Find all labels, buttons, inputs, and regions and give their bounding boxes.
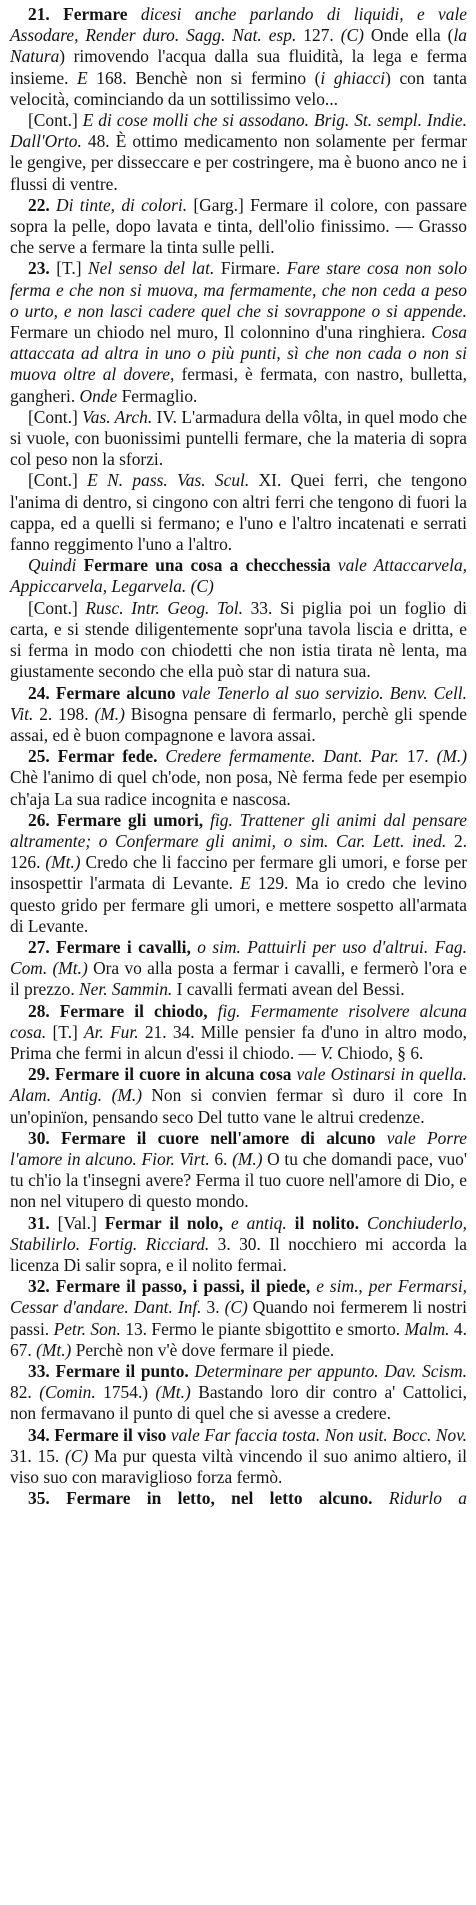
italic-text: Ridurlo a bbox=[372, 1488, 467, 1509]
body-text: 2. 126. bbox=[10, 830, 468, 873]
body-text: [T.] bbox=[49, 258, 89, 279]
body-text: XI. Quei ferri, che tengono l'anima di dentro, si cingono con altri ferri che tengono di fuori la cappa, ed a quelli si fermano; e l'uno e l'altro incatenati e serrati fanno reggimento l'uno a l'altro. bbox=[10, 470, 467, 555]
italic-text: (Comin. bbox=[39, 1382, 96, 1403]
italic-text: fig. Trattener gli animi dal pensare altramente; o Confermare gli animi, o sim. Car. Lett. ined. bbox=[10, 809, 467, 851]
entry-paragraph bbox=[10, 470, 467, 555]
entry-paragraph bbox=[10, 1276, 467, 1361]
entry-paragraph bbox=[10, 258, 467, 406]
entry-paragraph bbox=[10, 1001, 467, 1065]
body-text: [Cont.] bbox=[28, 406, 83, 427]
entry-paragraph bbox=[10, 110, 467, 195]
italic-text: Rusc. Intr. Geog. Tol. bbox=[85, 597, 243, 618]
italic-text: fig. Fermamente risolvere alcuna cosa. bbox=[10, 1000, 467, 1042]
body-text: 48. È ottimo medicamento non solamente per fermar le gengive, per disseccare e per costringere, ma è buono anco ne i flussi di ventre. bbox=[10, 131, 467, 194]
italic-text: Fare stare cosa non solo ferma e che non si muova, ma fermamente, che non ceda a peso o urto, e non lasci cadere quel che si sovrappone o si appende. bbox=[10, 258, 468, 321]
body-text: [T.] bbox=[46, 1021, 84, 1042]
entry-paragraph bbox=[10, 810, 467, 937]
italic-text: Credere fermamente. Dant. Par. bbox=[157, 746, 399, 767]
body-text: 127. bbox=[296, 25, 341, 46]
headword-text: 25. Fermar fede. bbox=[28, 746, 158, 767]
italic-text: V. bbox=[320, 1042, 334, 1063]
body-text: Chè l'animo di quel ch'ode, non posa, Nè fermа fede per esempio ch'aja La sua radice incognita e nascosa. bbox=[10, 767, 467, 809]
italic-text: (Mt.) bbox=[155, 1382, 191, 1403]
italic-text: Malm. bbox=[404, 1318, 450, 1339]
italic-text: vale Attaccarvela, Appiccarvela, Legarvela. (C) bbox=[10, 555, 467, 597]
entry-paragraph bbox=[10, 4, 467, 110]
headword-text: 24. Fermare alcuno bbox=[28, 682, 176, 703]
body-text: 17. bbox=[398, 746, 437, 767]
body-text: 31. 15. bbox=[10, 1445, 66, 1466]
headword-text: 34. Fermare il viso bbox=[28, 1424, 167, 1445]
italic-text: vale Far faccia tosta. Non usit. Bocc. Nov. bbox=[166, 1424, 467, 1445]
body-text: Ora vo alla posta a fermar i cavalli, e fermerò l'ora e il prezzo. bbox=[10, 958, 467, 1000]
italic-text: (M.) bbox=[94, 703, 125, 724]
italic-text: Cosa attaccata ad altra in uno o più punti, sì che non cada o non si muova oltre al dovere, bbox=[10, 322, 467, 385]
italic-text: Determinare per appunto. Dav. Scism. bbox=[188, 1361, 467, 1381]
italic-text: (M.) bbox=[436, 746, 467, 767]
italic-text: (Mt.) bbox=[52, 958, 88, 979]
headword-text: 35. Fermare in letto, nel letto alcuno. bbox=[28, 1488, 373, 1509]
italic-text: dicesi anche parlando di liquidi, e vale Assodare, Render duro. Sagg. Nat. esp. bbox=[10, 4, 468, 46]
body-text: 82. bbox=[10, 1382, 40, 1403]
body-text: fermasi, è fermata, con nastro, bulletta, gangheri. bbox=[10, 364, 467, 406]
body-text: Fermaglio. bbox=[117, 385, 198, 406]
italic-text: (M.) bbox=[111, 1085, 142, 1106]
entry-paragraph bbox=[10, 1064, 467, 1128]
body-text: 2. 198. bbox=[33, 703, 95, 724]
body-text: [Cont.] bbox=[28, 110, 83, 131]
headword-text: 21. Fermare bbox=[28, 4, 128, 24]
italic-text: E N. pass. Vas. Scul. bbox=[87, 470, 250, 491]
body-text: 3. 30. Il nocchiero mi accorda la licenza Di salir sopra, e il nolito fermai. bbox=[10, 1233, 467, 1275]
body-text: Fermare un chiodo nel muro, Il colonnino d'una ringhiera. bbox=[10, 322, 432, 343]
body-text: 4. 67. bbox=[10, 1318, 467, 1360]
italic-text: E bbox=[240, 873, 251, 894]
body-text: 129. Ma io credo che levino questo grido per fermare gli umori, e mettere sospetto all'armata di Levante. bbox=[10, 873, 467, 936]
italic-text: Conchiuderlo, Stabilirlo. Fortig. Ricciard. bbox=[10, 1212, 467, 1254]
body-text: Bastando loro dir contro a' Cattolici, non fermavano il punto di quel che si avesse a credere. bbox=[10, 1382, 467, 1424]
entry-paragraph bbox=[10, 746, 467, 810]
headword-text: 31. bbox=[28, 1212, 50, 1233]
body-text: [Garg.] Fermare il colore, con passare sopra la pelle, dopo lavata e tinta, dell'olio finissimo. — Grasso che serve a fermare la tinta sulle pelli. bbox=[10, 194, 467, 258]
italic-text: (Mt.) bbox=[45, 852, 81, 873]
italic-text: (C) bbox=[65, 1445, 89, 1466]
italic-text: E bbox=[77, 67, 88, 88]
body-text: Perchè non v'è dove fermare il piede. bbox=[71, 1339, 335, 1360]
body-text: Chiodo, § 6. bbox=[333, 1042, 424, 1063]
headword-text: 30. Fermare il cuore nell'amore di alcuno bbox=[28, 1127, 376, 1148]
headword-text: 29. Fermare il cuore in alcuna cosa bbox=[28, 1064, 292, 1085]
entry-paragraph bbox=[10, 683, 467, 747]
body-text: Credo che li faccino per fermare gli umori, e forse per insospettir l'armata di Levante. bbox=[10, 852, 467, 894]
entry-paragraph bbox=[10, 555, 467, 597]
italic-text: (Mt.) bbox=[36, 1339, 72, 1360]
italic-text: E di cose molli che si assodano. Brig. St. sempl. Indie. Dall'Orto. bbox=[10, 110, 467, 152]
body-text: 21. 34. Mille pensier fa d'uno in altro modo, Prima che fermi in alcun d'essi il chiodo. — bbox=[10, 1021, 467, 1063]
italic-text: Nel senso del lat. bbox=[88, 258, 215, 279]
body-text: IV. L'armadura della vôlta, in quel modo che si vuole, con buonissimi puntelli fermare, che la materia di sopra col peso non la sforzi. bbox=[10, 406, 468, 470]
italic-text: Ner. Sammin. bbox=[79, 979, 173, 1000]
body-text: Quando noi fermerem li nostri passi. bbox=[10, 1297, 467, 1339]
body-text: Non si convien fermar sì duro il core In un'opinïon, pensando seco Del tutto vane le altrui credenze. bbox=[10, 1085, 467, 1127]
entry-paragraph bbox=[10, 407, 467, 471]
italic-text: Vas. Arch. bbox=[82, 406, 153, 427]
headword-text: 33. Fermare il punto. bbox=[28, 1361, 189, 1381]
body-text: [Cont.] bbox=[28, 597, 86, 618]
body-text: 33. Si piglia poi un foglio di carta, e si stende diligentemente sopr'una tavola liscia e dritta, e si ferma in modo con chiodetti che non istia tirata nè lenta, ma giustamente secondo che ella può star di natura sua. bbox=[10, 597, 467, 682]
italic-text: (C) bbox=[340, 25, 364, 46]
entry-paragraph bbox=[10, 937, 467, 1001]
body-text: ) rimovendo l'acqua dalla sua fluidità, la lega e ferma insieme. bbox=[10, 46, 467, 88]
italic-text: vale Ostinarsi in quella. Alam. Antig. bbox=[10, 1064, 467, 1106]
entry-paragraph bbox=[10, 1488, 467, 1509]
body-text: I cavalli fermati avean del Bessi. bbox=[172, 979, 405, 1000]
entry-paragraph bbox=[10, 598, 467, 683]
body-text: Onde ella ( bbox=[363, 25, 454, 46]
body-text: 13. Fermo le piante sbigottito e smorto. bbox=[120, 1318, 405, 1339]
italic-text: Di tinte, di colori. bbox=[49, 194, 188, 215]
italic-text: e antiq. bbox=[223, 1212, 287, 1233]
body-text: 6. bbox=[209, 1148, 233, 1169]
body-text: 168. Benchè non si fermino ( bbox=[87, 67, 321, 88]
headword-text: 32. Fermare il passo, i passi, il piede, bbox=[28, 1276, 311, 1297]
entry-paragraph bbox=[10, 1128, 467, 1213]
italic-text: i ghiacci bbox=[320, 67, 386, 88]
italic-text: e sim., per Fermarsi, Cessar d'andare. Dant. Inf. bbox=[10, 1276, 468, 1318]
entry-paragraph bbox=[10, 1425, 467, 1489]
italic-text: vale Tenerlo al suo servizio. Benv. Cell. Vit. bbox=[10, 682, 467, 724]
headword-text: il nolito. bbox=[294, 1212, 360, 1233]
body-text bbox=[287, 1213, 295, 1233]
entry-paragraph bbox=[10, 1213, 467, 1277]
body-text: Firmare. bbox=[214, 258, 287, 279]
headword-text: 27. Fermare i cavalli, bbox=[28, 936, 191, 957]
body-text: 3. bbox=[201, 1297, 225, 1318]
italic-text: o sim. Pattuirli per uso d'altrui. Fag. Com. bbox=[10, 936, 467, 979]
headword-text: 26. Fermare gli umori, bbox=[28, 809, 204, 830]
body-text: O tu che domandi pace, vuo' tu ch'io la t'insegni avere? Ferma il tuo cuore nell'amore di Dio, e non nel vitupero di questo mondo. bbox=[10, 1148, 467, 1212]
body-text: 1754.) bbox=[95, 1382, 156, 1403]
body-text: [Val.] bbox=[49, 1212, 105, 1233]
italic-text: vale Porre l'amore in alcuno. Fior. Virt. bbox=[10, 1127, 467, 1169]
entry-paragraph bbox=[10, 195, 467, 259]
italic-text: (M.) bbox=[232, 1148, 263, 1169]
body-text: [Cont.] bbox=[28, 470, 88, 491]
headword-text: Fermar il nolo, bbox=[104, 1212, 224, 1233]
headword-text: 22. bbox=[28, 194, 50, 215]
headword-text: 28. Fermare il chiodo, bbox=[28, 1000, 208, 1021]
headword-text: 23. bbox=[28, 258, 50, 279]
body-text: Bisogna pensare di fermarlo, perchè gli spende assai, ed è buon compagnone e lavora assai. bbox=[10, 703, 467, 745]
headword-text: Fermare una cosa a checchessia bbox=[76, 555, 331, 576]
italic-text: (C) bbox=[224, 1297, 248, 1318]
italic-text: Petr. Son. bbox=[53, 1318, 121, 1339]
body-text bbox=[102, 1085, 111, 1105]
italic-text: Quindi bbox=[28, 555, 77, 576]
italic-text: la Natura bbox=[10, 25, 467, 67]
italic-text: Ar. Fur. bbox=[84, 1021, 139, 1042]
body-text: ) con tanta velocità, cominciando da un sottilissimo velo... bbox=[10, 67, 467, 109]
entry-paragraph bbox=[10, 1361, 467, 1425]
italic-text: Onde bbox=[79, 385, 118, 406]
body-text: Ma pur questa viltà vincendo il suo animo altiero, il viso suo con maraviglioso forza fermò. bbox=[10, 1445, 467, 1488]
